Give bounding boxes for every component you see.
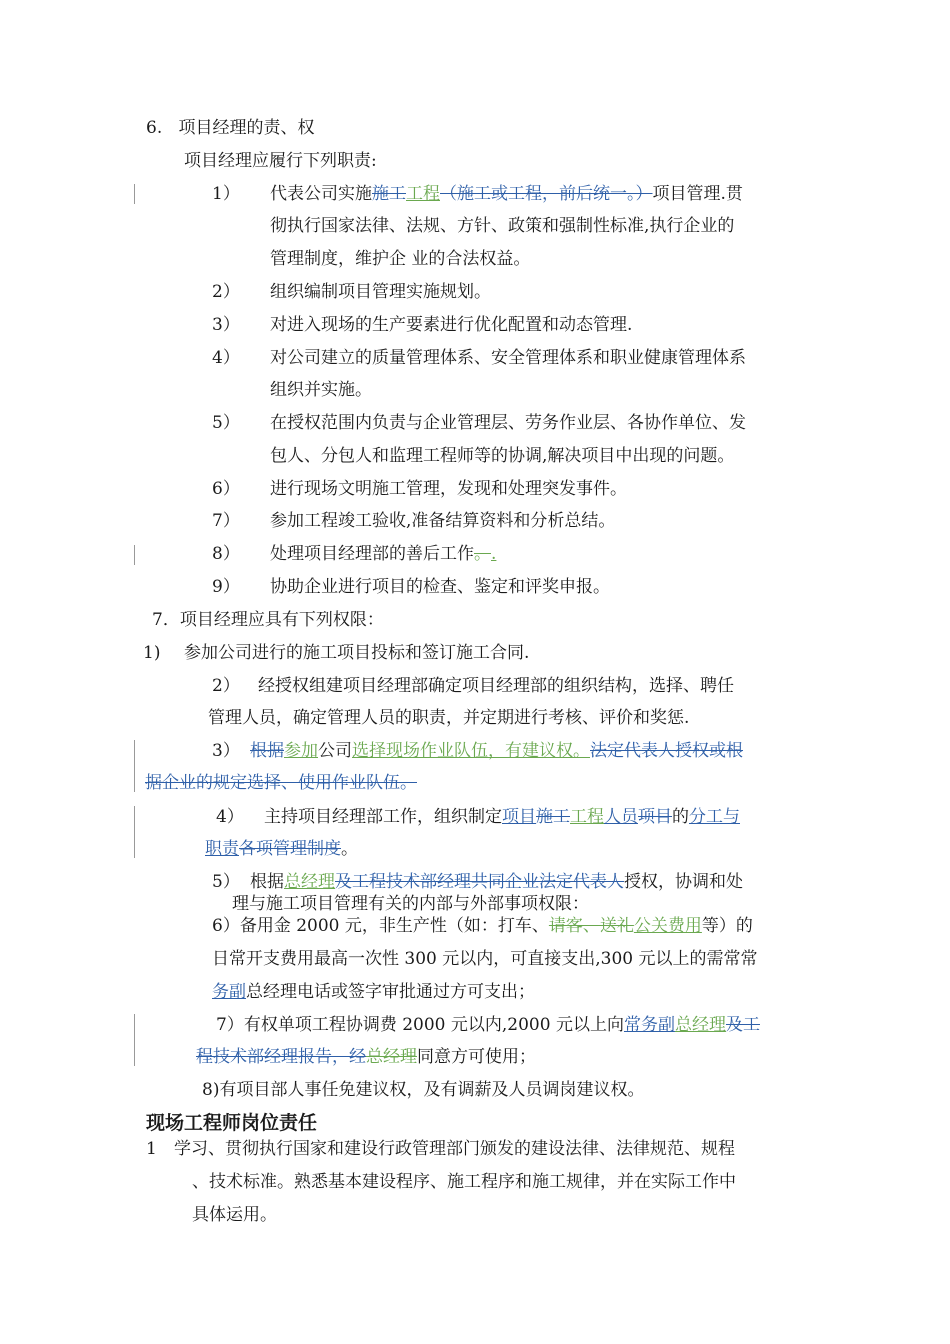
duty-4-text: 对公司建立的质量管理体系、安全管理体系和职业健康管理体系 — [270, 348, 746, 368]
inserted-text: 人员 — [604, 807, 638, 827]
duty-5-text: 在授权范围内负责与企业管理层、劳务作业层、各协作单位、发 — [270, 413, 746, 433]
right-7-line-1: 7）有权单项工程协调费 2000 元以内,2000 元以上向常务副总经理及工 — [216, 1015, 760, 1035]
right-4-line-1: 主持项目经理部工作，组织制定项目施工工程人员项目的分工与 — [264, 807, 740, 827]
eng-1-text-2: 、技术标准。熟悉基本建设程序、施工程序和施工规律，并在实际工作中 — [192, 1172, 736, 1192]
right-3-line-1: 根据参加公司选择现场作业队伍，有建议权。法定代表人授权或根 — [250, 741, 743, 761]
inserted-text: 分工与 — [689, 807, 740, 827]
duty-6-text: 进行现场文明施工管理，发现和处理突发事件。 — [270, 479, 627, 499]
right-3-number: 3） — [212, 741, 240, 761]
deleted-text: 总经理 — [366, 1047, 417, 1067]
section-6-heading — [146, 117, 314, 139]
inserted-text: 总经理 — [674, 1015, 726, 1035]
inserted-text: 公关费用 — [633, 916, 702, 936]
section-number: 6. — [146, 118, 163, 138]
eng-1-text: 学习、贯彻执行国家和建设行政管理部门颁发的建设法律、法律规范、规程 — [174, 1139, 735, 1159]
right-5-number: 5） — [212, 872, 240, 892]
section-7-heading: 7．项目经理应具有下列权限： — [152, 610, 384, 630]
inserted-text: 项目 — [502, 807, 536, 827]
duty-4-number: 4） — [212, 348, 240, 368]
deleted-text: 根据 — [250, 741, 284, 761]
inserted-text: 参加 — [284, 741, 318, 761]
duty-9-number: 9） — [212, 577, 240, 597]
inserted-text: 职责 — [205, 839, 239, 859]
duty-7-text: 参加工程竣工验收,准备结算资料和分析总结。 — [270, 511, 616, 531]
duty-2-text: 组织编制项目管理实施规划。 — [270, 282, 491, 302]
deleted-text: 施工 — [372, 184, 406, 204]
deleted-text: 各项管理制度 — [239, 839, 341, 859]
duty-8-number: 8） — [212, 544, 240, 564]
right-2-number: 2） — [212, 676, 240, 696]
deleted-text: 据企业的规定选择、使用作业队伍。 — [145, 773, 417, 793]
duty-9-text: 协助企业进行项目的检查、鉴定和评奖申报。 — [270, 577, 610, 597]
change-bar — [134, 806, 135, 858]
right-5-line-1: 根据总经理及工程技术部经理共同企业法定代表人授权，协调和处 — [250, 872, 743, 892]
duty-8-text: 处理项目经理部的善后工作。. — [270, 544, 497, 564]
duty-3-text: 对进入现场的生产要素进行优化配置和动态管理. — [270, 315, 633, 335]
inserted-text: 工程 — [406, 184, 440, 204]
right-1-text: 参加公司进行的施工项目投标和签订施工合同. — [184, 643, 530, 663]
duty-5-number: 5） — [212, 413, 240, 433]
duty-3-number: 3） — [212, 315, 240, 335]
change-bar — [134, 545, 135, 565]
deleted-text: 请客、送礼 — [548, 916, 634, 936]
deleted-text: 及工 — [725, 1015, 760, 1035]
inserted-text: 总经理 — [284, 872, 335, 892]
section-heading: 现场工程师岗位责任 — [146, 1112, 318, 1134]
change-bar — [134, 184, 135, 204]
change-bar — [134, 1014, 135, 1066]
inserted-text: 常务副 — [623, 1015, 675, 1035]
inserted-text: . — [491, 544, 497, 564]
duty-1-line-1: 代表公司实施施工工程（施工或工程，前后统一。）项目管理.贯 — [270, 184, 743, 204]
right-3-line-2 — [145, 772, 417, 794]
duty-6-number: 6） — [212, 479, 240, 499]
deleted-text: 项目 — [638, 807, 672, 827]
inserted-text: 务副 — [212, 982, 246, 1002]
duty-2-number: 2） — [212, 282, 240, 302]
right-6-line-3: 务副总经理电话或签字审批通过方可支出； — [212, 982, 535, 1002]
deleted-text: 施工 — [536, 807, 570, 827]
change-bar — [134, 740, 135, 792]
right-2-text: 经授权组建项目经理部确定项目经理部的组织结构，选择、聘任 — [258, 676, 734, 696]
right-7-line-2: 程技术部经理报告，经总经理同意方可使用； — [196, 1047, 536, 1067]
eng-1-number: 1 — [146, 1139, 157, 1159]
inserted-text: 工程 — [570, 807, 604, 827]
right-6-line-2: 日常开支费用最高一次性 300 元以内，可直接支出,300 元以上的需常常 — [212, 949, 758, 969]
duty-1-number: 1） — [212, 184, 240, 204]
duty-4-text-2: 组织并实施。 — [270, 380, 372, 400]
deleted-text: 程技术部经理报告，经 — [196, 1047, 366, 1067]
deleted-text: 及工程技术部经理共同企业法定代表人 — [335, 872, 624, 892]
section-title: 项目经理的责、权 — [178, 118, 315, 138]
duty-7-number: 7） — [212, 511, 240, 531]
right-2-text-2: 管理人员，确定管理人员的职责，并定期进行考核、评价和奖惩. — [208, 708, 690, 728]
right-6-line-1: 6）备用金 2000 元，非生产性（如：打车、请客、送礼公关费用等）的 — [212, 916, 753, 936]
right-4-line-2: 职责各项管理制度。 — [205, 839, 358, 859]
right-1-number: 1) — [143, 643, 161, 663]
duties-intro: 项目经理应履行下列职责: — [184, 151, 377, 171]
right-5-line-2: 理与施工项目管理有关的内部与外部事项权限： — [232, 894, 589, 914]
deleted-text: 。 — [474, 544, 491, 564]
eng-1-text-3: 具体运用。 — [192, 1205, 277, 1225]
deleted-text: （施工或工程，前后统一。） — [440, 184, 653, 204]
duty-5-text-2: 包人、分包人和监理工程师等的协调,解决项目中出现的问题。 — [270, 446, 735, 466]
duty-1-line-3: 管理制度，维护企 业的合法权益。 — [270, 249, 531, 269]
duty-1-line-2: 彻执行国家法律、法规、方针、政策和强制性标准,执行企业的 — [270, 216, 735, 236]
deleted-text: 法定代表人授权或根 — [590, 741, 743, 761]
right-8-text: 8)有项目部人事任免建议权，及有调薪及人员调岗建议权。 — [202, 1080, 645, 1100]
inserted-text: 选择现场作业队伍，有建议权。 — [352, 741, 590, 761]
right-4-number: 4） — [216, 807, 244, 827]
